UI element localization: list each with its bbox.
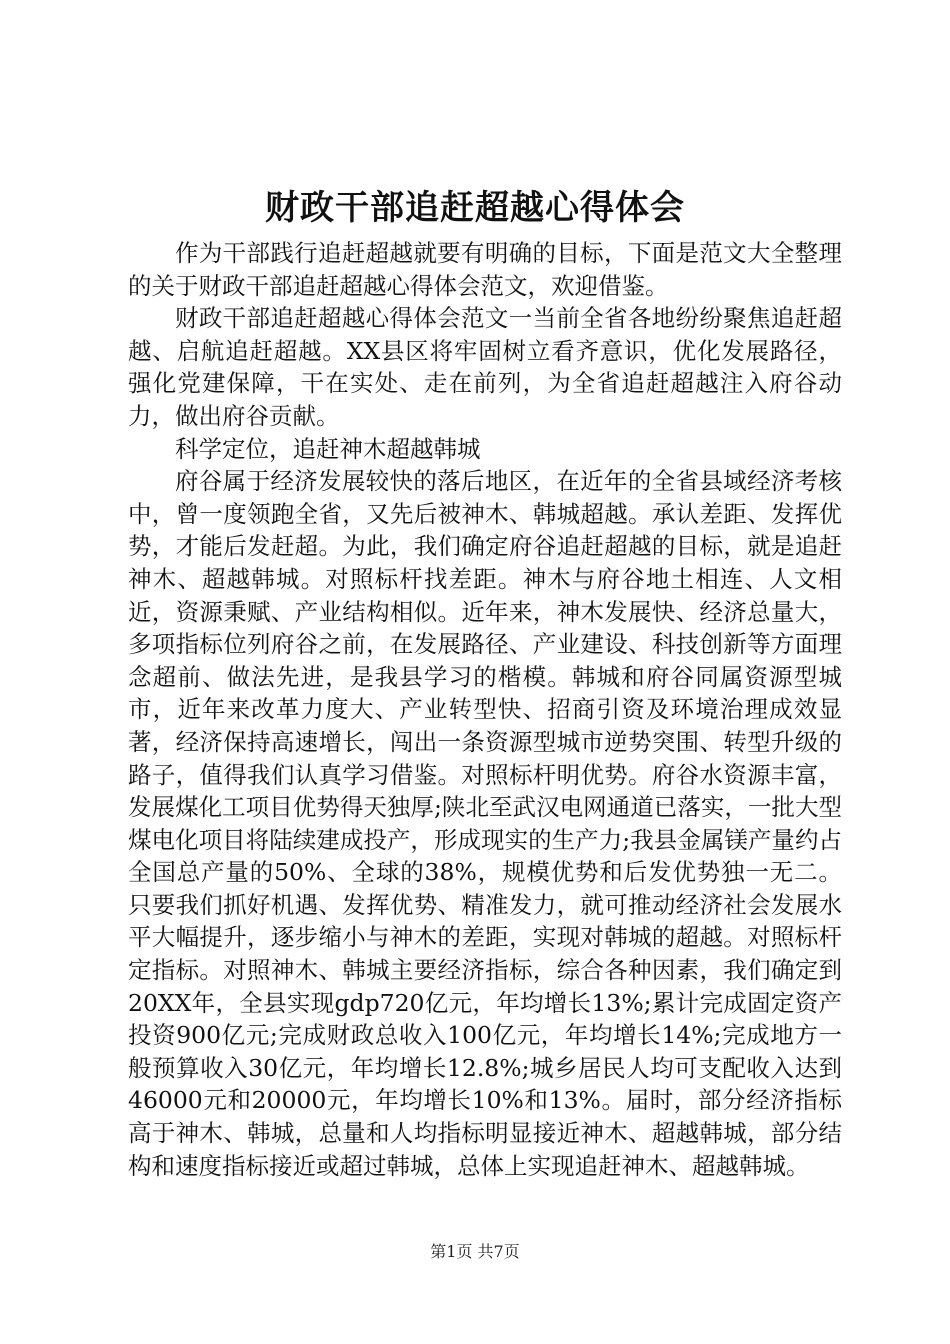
- document-title: 财政干部追赶超越心得体会: [265, 188, 685, 228]
- paragraph-intro: 作为干部践行追赶超越就要有明确的目标，下面是范文大全整理的关于财政干部追赶超越心得体会范文，欢迎借鉴。: [128, 239, 842, 300]
- section-heading: 科学定位，追赶神木超越韩城: [175, 434, 481, 463]
- paragraph-section-body: 府谷属于经济发展较快的落后地区，在近年的全省县域经济考核中，曾一度领跑全省，又先后被神木、韩城超越。承认差距、发挥优势，才能后发赶超。为此，我们确定府谷追赶超越的目标，就是追赶神木、超越韩城。对照标杆找差距。神木与府谷地土相连、人文相近，资源秉赋、产业结构相似。近年来，神木发展快、经济总量大，多项指标位列府谷之前，在发展路径、产业建设、科技创新等方面理念超前、做法先进，是我县学习的楷模。韩城和府谷同属资源型城市，近年来改革力度大、产业转型快、招商引资及环境治理成效显著，经济保持高速增长，闯出一条资源型城市逆势突围、转型升级的路子，值得我们认真学习借鉴。对照标杆明优势。府谷水资源丰富，发展煤化工项目优势得天独厚;陕北至武汉电网通道已落实，一批大型煤电化项目将陆续建成投产，形成现实的生产力;我县金属镁产量约占全国总产量的50%、全球的38%，规模优势和后发优势独一无二。只要我们抓好机遇、发挥优势、精准发力，就可推动经济社会发展水平大幅提升，逐步缩小与神木的差距，实现对韩城的超越。对照标杆定指标。对照神木、韩城主要经济指标，综合各种因素，我们确定到20XX年，全县实现gdp720亿元，年均增长13%;累计完成固定资产投资900亿元;完成财政总收入100亿元，年均增长14%;完成地方一般预算收入30亿元，年均增长12.8%;城乡居民人均可支配收入达到46000元和20000元，年均增长10%和13%。届时，部分经济指标高于神木、韩城，总量和人均指标明显接近神木、超越韩城，部分结构和速度指标接近或超过韩城，总体上实现追赶神木、超越韩城。: [128, 467, 842, 1180]
- paragraph-essay-one: 财政干部追赶超越心得体会范文一当前全省各地纷纷聚焦追赶超越、启航追赶超越。XX县区将牢固树立看齐意识，优化发展路径，强化党建保障，干在实处、走在前列，为全省追赶超越注入府谷动力，做出府谷贡献。: [128, 304, 842, 430]
- document-body: [128, 237, 842, 1182]
- page-footer: 第1页 共7页: [430, 1242, 520, 1261]
